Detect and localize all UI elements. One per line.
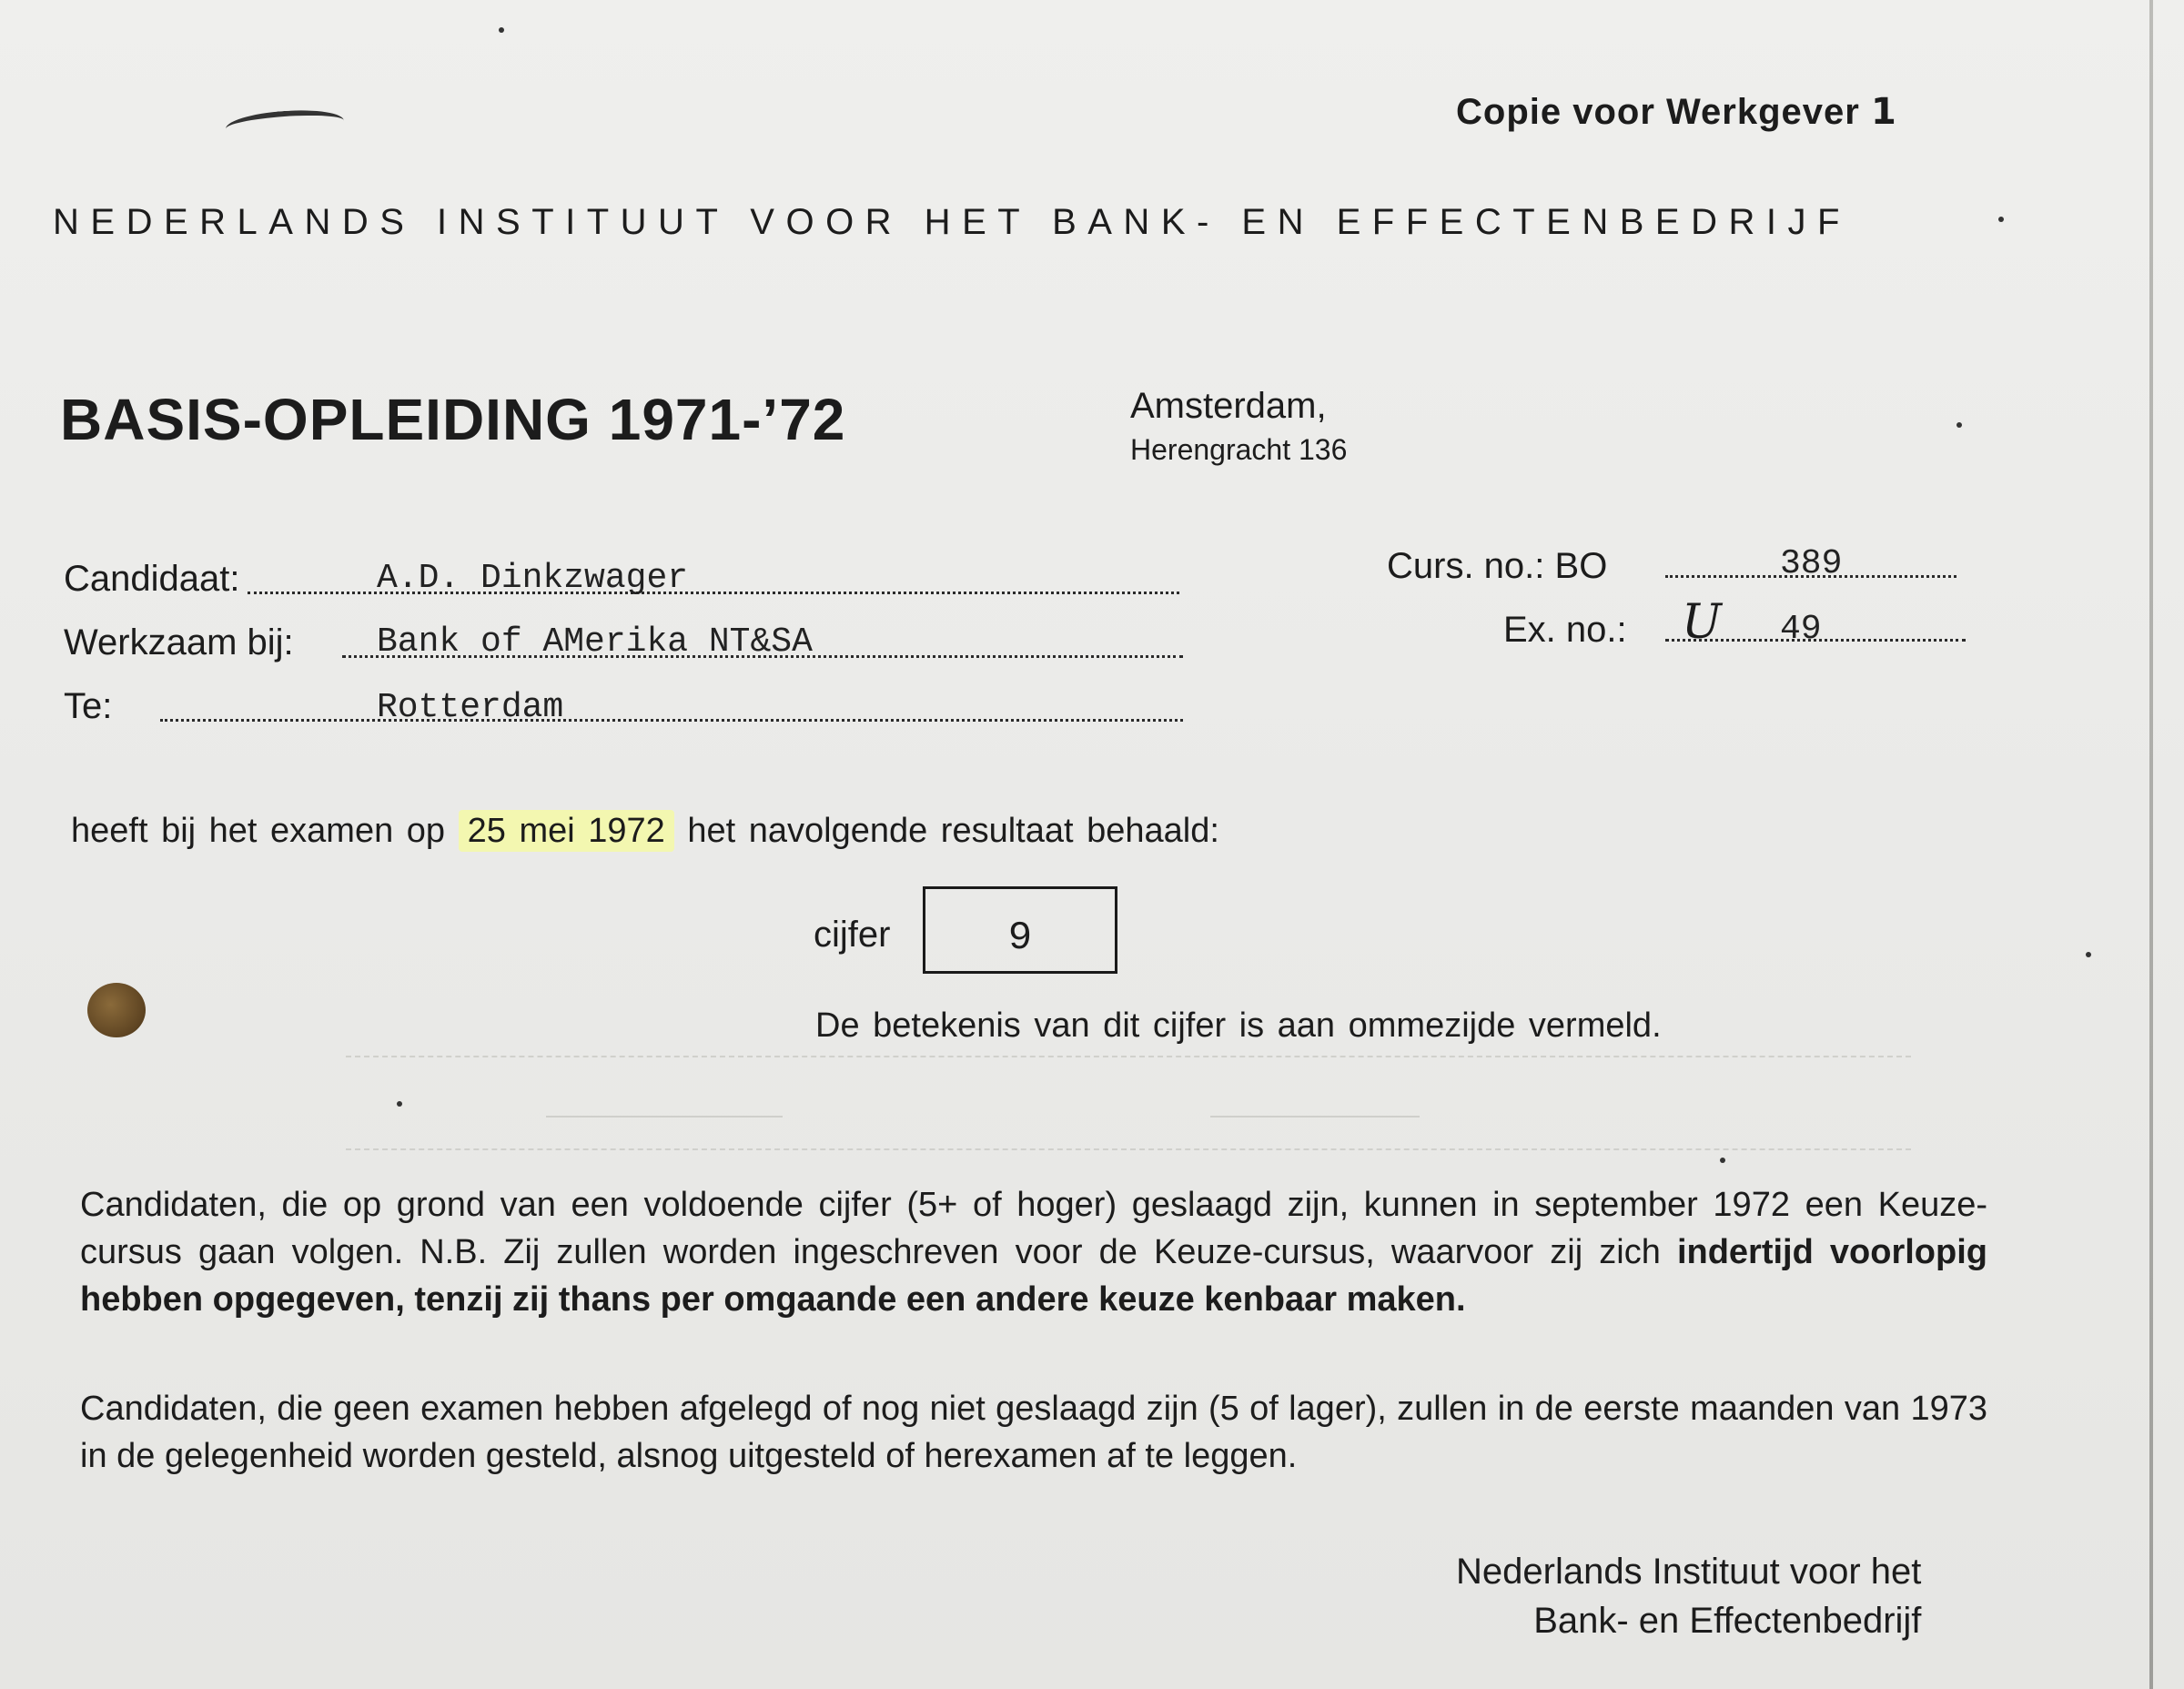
- grade-box: [923, 886, 1117, 974]
- employer-label: Werkzaam bij:: [64, 622, 294, 662]
- issuer-line-1: Nederlands Instituut voor het: [1456, 1552, 1922, 1592]
- result-sentence: [71, 812, 1219, 851]
- pen-mark: [225, 107, 345, 143]
- copy-number: 1: [1870, 91, 1897, 133]
- place-label: Te:: [64, 686, 113, 726]
- paper-speck: [397, 1101, 402, 1107]
- course-number-label: Curs. no.: BO: [1387, 546, 1608, 586]
- exam-number-value: 49: [1780, 610, 1822, 649]
- address-city: Amsterdam,: [1130, 386, 1327, 426]
- paper-speck: [1998, 217, 2004, 222]
- paragraph-passed-candidates: [80, 1181, 1987, 1323]
- employer-value: Bank of AMerika NT&SA: [377, 622, 813, 662]
- issuer-line-2: Bank- en Effectenbedrijf: [1533, 1601, 1922, 1641]
- paragraph-1-text: Candidaten, die op grond van een voldoende cijfer (5+ of hoger) geslaagd zijn, kunnen in september 1972 een Keuze-cursus gaan volgen. N.B. Zij zullen worden ingeschreven voor de Keuze-cursus, waarvoor zij zich: [80, 1186, 1987, 1271]
- bleed-through-rule: [346, 1056, 1911, 1057]
- institute-name: NEDERLANDS INSTITUUT VOOR HET BANK- EN EFFECTENBEDRIJF: [53, 202, 1851, 242]
- address-street: Herengracht 136: [1130, 433, 1348, 466]
- place-dotted-line: [160, 719, 1183, 722]
- exam-number-label: Ex. no.:: [1503, 610, 1627, 650]
- place-value: Rotterdam: [377, 688, 564, 727]
- exam-handwritten-mark: U: [1682, 595, 1722, 650]
- paragraph-failed-candidates: Candidaten, die geen examen hebben afgelegd of nog niet geslaagd zijn (5 of lager), zullen in de eerste maanden van 1973 in de gelegenheid worden gesteld, alsnog uitgesteld of herexamen af te leggen.: [80, 1390, 1987, 1475]
- issuer-signature-block: [1456, 1547, 1921, 1645]
- paper-speck: [2086, 952, 2091, 957]
- course-number-value: 389: [1780, 544, 1843, 583]
- grade-label: cijfer: [814, 915, 891, 955]
- paper-speck: [1720, 1158, 1725, 1163]
- paper-speck: [1956, 422, 1962, 428]
- grade-value: 9: [1007, 915, 1033, 961]
- paragraph-1-emphasis: indertijd voorlopig hebben opgegeven, tenzij zij thans per omgaande een andere keuze kenbaar maken.: [80, 1233, 1988, 1319]
- punch-hole: [87, 983, 146, 1037]
- result-prefix: heeft bij het examen op: [71, 812, 446, 850]
- grade-meaning-note: De betekenis van dit cijfer is aan ommezijde vermeld.: [815, 1006, 1662, 1045]
- exam-date-highlight: 25 mei 1972: [459, 810, 674, 852]
- bleed-through-ghost: [1210, 1079, 1420, 1118]
- candidate-label: Candidaat:: [64, 559, 240, 599]
- page-edge-shadow: [2149, 0, 2153, 1689]
- copy-label-text: Copie voor Werkgever: [1456, 92, 1860, 132]
- candidate-value: A.D. Dinkzwager: [377, 559, 689, 598]
- page-title: BASIS-OPLEIDING 1971-’72: [60, 387, 846, 452]
- paper-speck: [499, 27, 504, 33]
- copy-label: [1456, 91, 1897, 133]
- result-suffix: het navolgende resultaat behaald:: [687, 812, 1219, 850]
- bleed-through-rule: [346, 1148, 1911, 1150]
- bleed-through-ghost: [546, 1079, 783, 1118]
